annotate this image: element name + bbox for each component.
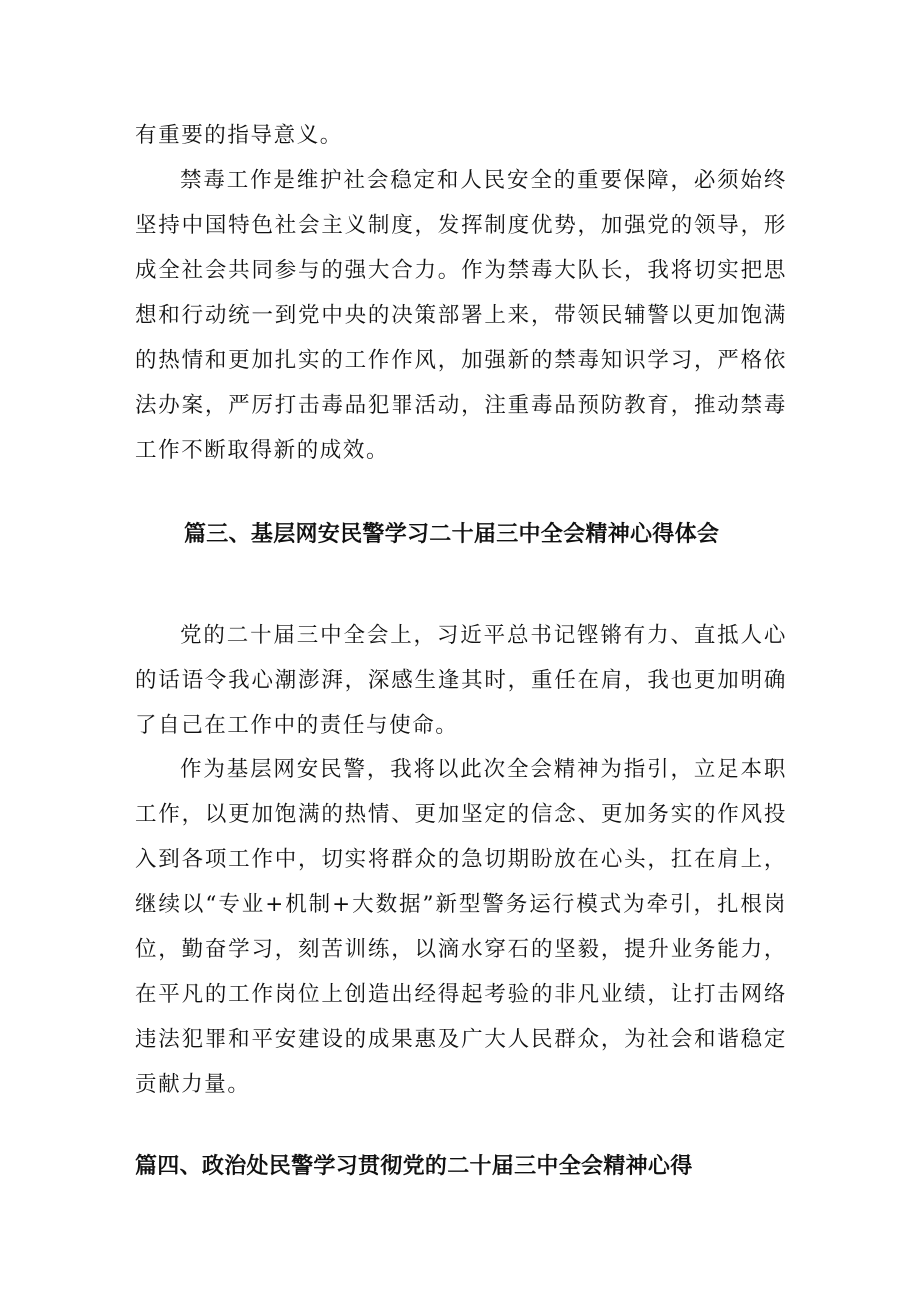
- paragraph-cyber-police-commitment: 作为基层网安民警，我将以此次全会精神为指引，立足本职工作，以更加饱满的热情、更加坚定的信念、更加务实的作风投入到各项工作中，切实将群众的急切期盼放在心头，扛在肩上，继续以“专业+机制+大数据”新型警务运行模式为牵引，扎根岗位，勤奋学习，刻苦训练，以滴水穿石的坚毅，提升业务能力，在平凡的工作岗位上创造出经得起考验的非凡业绩，让打击网络违法犯罪和平安建设的成果惠及广大人民群众，为社会和谐稳定贡献力量。: [135, 757, 787, 1097]
- section-heading-part3: 篇三、基层网安民警学习二十届三中全会精神心得体会: [184, 522, 720, 547]
- paragraph-plenum-impression: 党的二十届三中全会上，习近平总书记铿锵有力、直抵人心的话语令我心潮澎湃，深感生逢其时，重任在肩，我也更加明确了自己在工作中的责任与使命。: [135, 623, 787, 738]
- paragraph-drug-control: 禁毒工作是维护社会稳定和人民安全的重要保障，必须始终坚持中国特色社会主义制度，发挥制度优势，加强党的领导，形成全社会共同参与的强大合力。作为禁毒大队长，我将切实把思想和行动统一到党中央的决策部署上来，带领民辅警以更加饱满的热情和更加扎实的工作作风，加强新的禁毒知识学习，严格依法办案，严厉打击毒品犯罪活动，注重毒品预防教育，推动禁毒工作不断取得新的成效。: [135, 168, 787, 463]
- paragraph-continuation: 有重要的指导意义。: [135, 123, 343, 148]
- section-heading-part4: 篇四、政治处民警学习贯彻党的二十届三中全会精神心得: [135, 1154, 693, 1179]
